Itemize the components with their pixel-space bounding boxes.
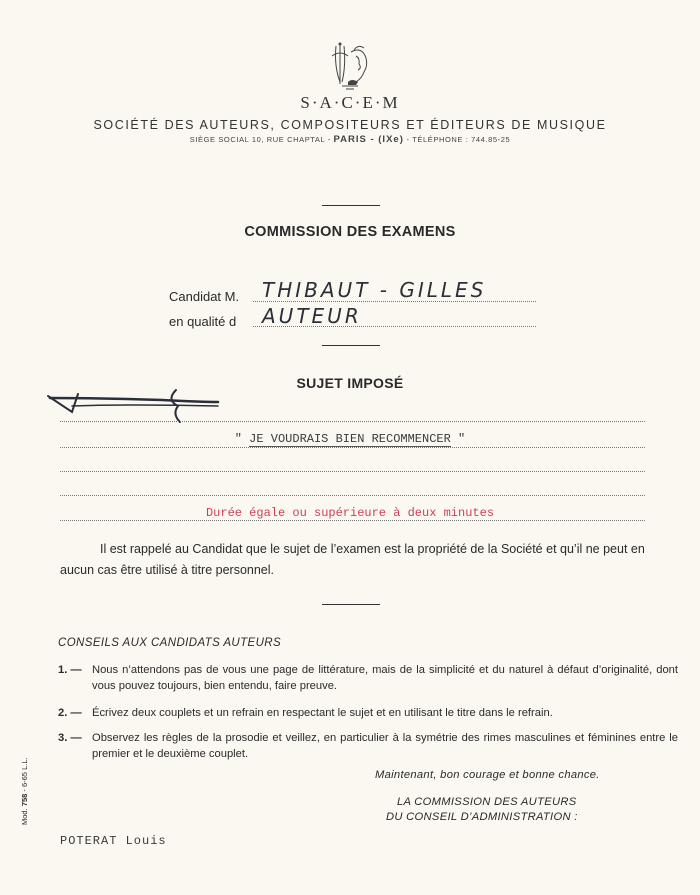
sujet-title-line (0, 432, 700, 446)
signature-line-1: LA COMMISSION DES AUTEURS (397, 796, 577, 808)
commission-title: COMMISSION DES EXAMENS (244, 224, 456, 240)
item-text: Observez les règles de la prosodie et veillez, en particulier à la symétrie des rimes masculines et féminines entre le premier et le deuxième couplet. (92, 732, 678, 760)
divider (322, 604, 380, 605)
reminder-text: Il est rappelé au Candidat que le sujet de l’examen est la propriété de la Société et qu’il ne peut en aucun cas être utilisé à titre personnel. (60, 542, 645, 577)
list-item (58, 705, 678, 721)
typed-name: POTERAT Louis (60, 834, 167, 848)
divider (322, 345, 380, 346)
address-city: PARIS - (IXe) (333, 134, 404, 145)
form-code (20, 745, 34, 825)
quote-open: " (234, 432, 242, 446)
writing-line (60, 446, 645, 448)
reminder-paragraph (60, 539, 660, 581)
sujet-heading: SUJET IMPOSÉ (296, 375, 404, 391)
item-number: 2. — (58, 707, 82, 719)
item-text: Écrivez deux couplets et un refrain en respectant le sujet et en utilisant le titre dans le refrain. (92, 707, 553, 719)
address-prefix: SIÈGE SOCIAL 10, RUE CHAPTAL - (189, 135, 331, 144)
list-item (58, 730, 678, 762)
divider (322, 205, 380, 206)
candidat-label: Candidat M. (169, 289, 240, 304)
writing-line (60, 420, 645, 422)
closing-courage: Maintenant, bon courage et bonne chance. (375, 769, 600, 781)
qualite-handwritten-value: AUTEUR (262, 304, 362, 328)
writing-line (60, 519, 645, 521)
society-address (0, 134, 700, 145)
sacem-logo-icon (318, 38, 382, 94)
duration-text: Durée égale ou supérieure à deux minutes (205, 506, 495, 520)
signature-line-2: DU CONSEIL D’ADMINISTRATION : (386, 811, 578, 823)
form-code-prefix: Mod. (20, 808, 29, 825)
item-number: 1. — (58, 664, 82, 676)
address-phone: - TÉLÉPHONE : 744.85-25 (406, 135, 511, 144)
form-code-number: 758 (20, 793, 29, 807)
writing-line (60, 470, 645, 472)
candidat-handwritten-name: THIBAUT - GILLES (262, 278, 487, 302)
item-text: Nous n’attendons pas de vous une page de littérature, mais de la simplicité et du naturel à défaut d’originalité, dont vous pouvez toujours, bien entendu, faire preuve. (92, 664, 678, 692)
society-name: SOCIÉTÉ DES AUTEURS, COMPOSITEURS ET ÉDITEURS DE MUSIQUE (93, 118, 607, 132)
item-number: 3. — (58, 732, 82, 744)
quote-close: " (458, 432, 466, 446)
qualite-label: en qualité d (169, 314, 237, 329)
form-code-suffix: - 6-65 L.L. (20, 757, 29, 792)
sujet-title: JE VOUDRAIS BIEN RECOMMENCER (249, 432, 451, 446)
list-item (58, 662, 678, 694)
writing-line (60, 494, 645, 496)
conseils-title: CONSEILS AUX CANDIDATS AUTEURS (58, 637, 282, 649)
society-acronym: S·A·C·E·M (300, 93, 400, 112)
